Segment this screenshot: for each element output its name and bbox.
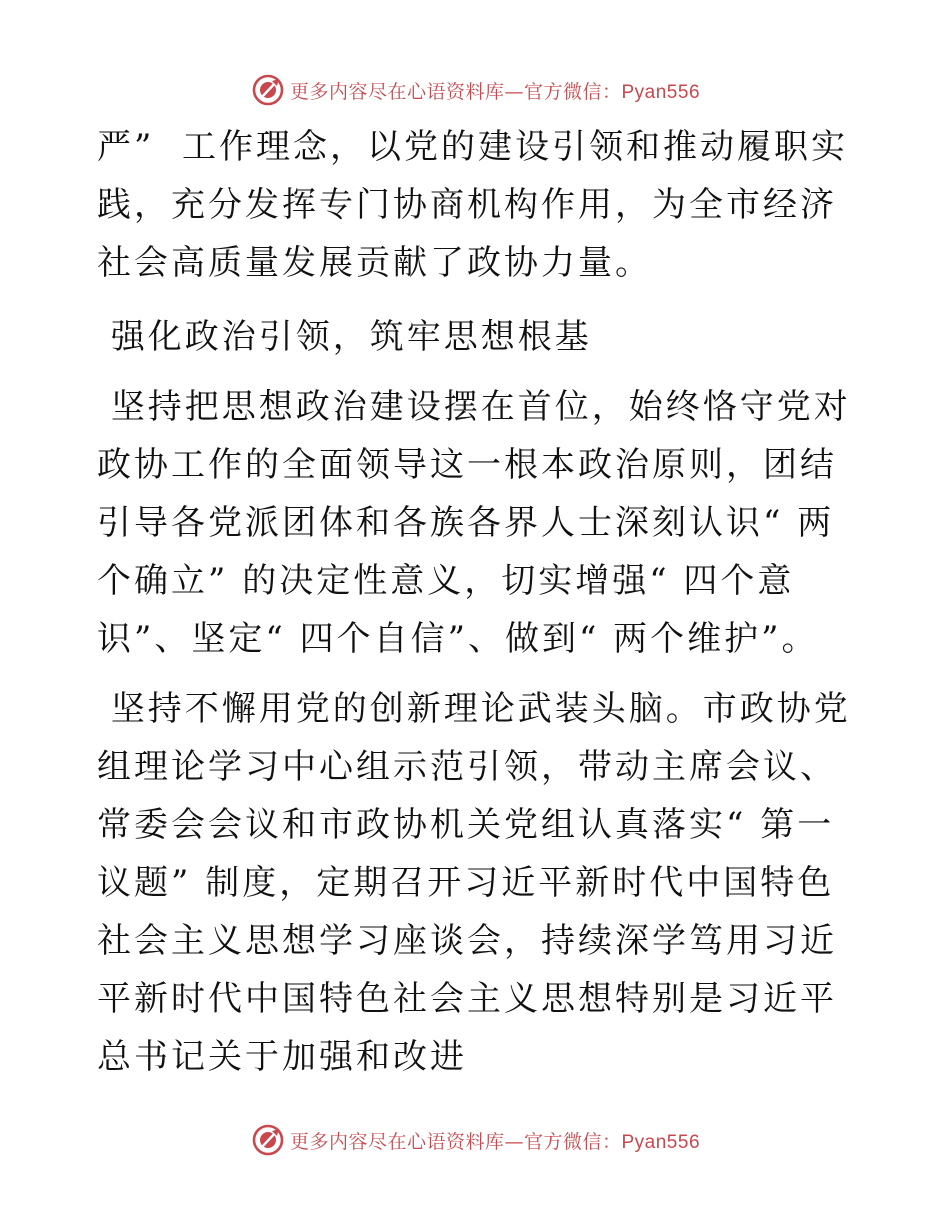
paragraph-theory-study: 坚持不懈用党的创新理论武装头脑。市政协党组理论学习中心组示范引领，带动主席会议、常委会会议和市政协机关党组认真落实“ 第一议题” 制度，定期召开习近平新时代中国特色社会主义思想学习座谈会，持续深学笃用习近平新时代中国特色社会主义思想特别是习近平总书记关于加强和改进 [97,689,851,1077]
footer-watermark [0,1120,950,1160]
header-watermark [0,70,950,110]
watermark-text: 更多内容尽在心语资料库—官方微信：Pyan556 [289,80,701,103]
brand-logo-icon [250,1122,286,1158]
document-body [97,118,853,1086]
watermark-text: 更多内容尽在心语资料库—官方微信：Pyan556 [289,1130,701,1153]
paragraph-political-building: 坚持把思想政治建设摆在首位，始终恪守党对政协工作的全面领导这一根本政治原则，团结引导各党派团体和各族各界人士深刻认识“ 两个确立” 的决定性意义，切实增强“ 四个意识”、坚定“ 四个自信”、做到“ 两个维护”。 [97,387,851,659]
brand-logo-icon [250,72,286,108]
paragraph-intro: 严” 工作理念，以党的建设引领和推动履职实践，充分发挥专门协商机构作用，为全市经济社会高质量发展贡献了政协力量。 [97,127,848,283]
section-heading: 强化政治引领，筑牢思想根基 [97,317,592,357]
